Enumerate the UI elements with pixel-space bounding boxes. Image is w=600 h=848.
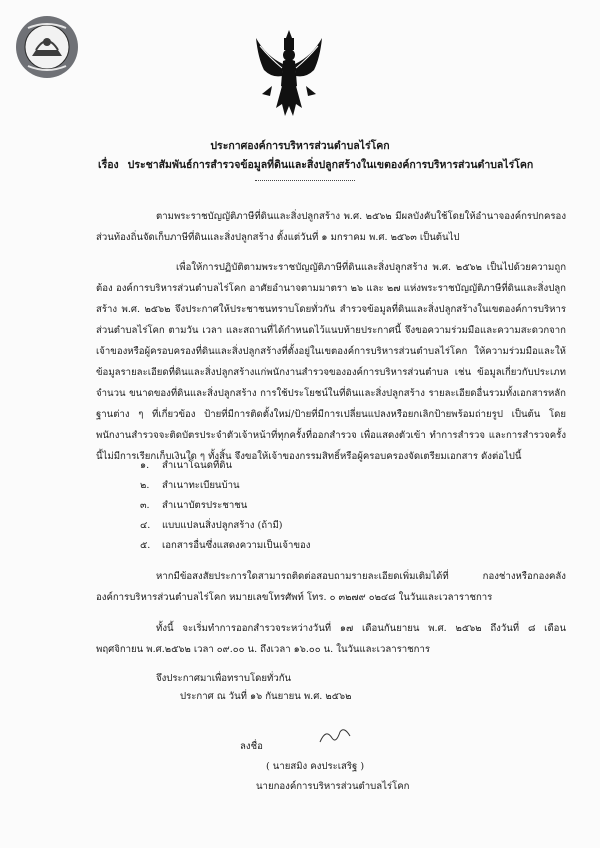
list-item-number: ๑.	[140, 460, 150, 471]
signature-block	[240, 737, 409, 797]
subject-text: ประชาสัมพันธ์การสำรวจข้อมูลที่ดินและสิ่งปลูกสร้างในเขตองค์การบริหารส่วนตำบลไร่โคก	[127, 159, 534, 171]
organization-title: ประกาศองค์การบริหารส่วนตำบลไร่โคก	[210, 140, 390, 152]
subject-label: เรื่อง	[98, 159, 119, 171]
paragraph-contact: หากมีข้อสงสัยประการใดสามารถติดต่อสอบถามรายละเอียดเพิ่มเติมได้ที่ กองช่างหรือกองคลัง องค์การบริหารส่วนตำบลไร่โคก หมายเลขโทรศัพท์ โทร. ๐ ๓๒๗๙ ๐๒๔๘ ในวันและเวลาราชการ	[96, 571, 566, 603]
garuda-emblem-icon	[252, 28, 326, 118]
list-item-number: ๔.	[140, 520, 151, 531]
signatory-position: นายกองค์การบริหารส่วนตำบลไร่โคก	[256, 781, 410, 792]
list-item-number: ๒.	[140, 480, 150, 491]
closing-line: จึงประกาศมาเพื่อทราบโดยทั่วกัน	[156, 673, 292, 684]
document-list	[140, 456, 310, 556]
subject-line	[98, 156, 568, 173]
list-item	[140, 536, 310, 556]
paragraph-schedule: ทั้งนี้ จะเริ่มทำการออกสำรวจระหว่างวันที่ ๑๗ เดือนกันยายน พ.ศ. ๒๕๖๒ ถึงวันที่ ๘ เดือนพฤศจิกายน พ.ศ.๒๕๖๒ เวลา ๐๙.๐๐ น. ถึงเวลา ๑๖.๐๐ น. ในวันและเวลาราชการ	[96, 623, 566, 655]
paragraph-details: เพื่อให้การปฏิบัติตามพระราชบัญญัติภาษีที่ดินและสิ่งปลูกสร้าง พ.ศ. ๒๕๖๒ เป็นไปด้วยความถูกต้อง องค์การบริหารส่วนตำบลไร่โคก อาศัยอำนาจตามมาตรา ๒๖ และ ๒๗ แห่งพระราชบัญญัติภาษีที่ดินและสิ่งปลูกสร้าง พ.ศ. ๒๕๖๒ จึงประกาศให้ประชาชนทราบโดยทั่วกัน สำรวจข้อมูลที่ดินและสิ่งปลูกสร้างในเขตองค์การบริหารส่วนตำบลไร่โคก ตามวัน เวลา และสถานที่ได้กำหนดไว้แนบท้ายประกาศนี้ จึงขอความร่วมมือและความสะดวกจากเจ้าของหรือผู้ครอบครองที่ดินและสิ่งปลูกสร้างที่ตั้งอยู่ในเขตองค์การบริหารส่วนตำบลไร่โคก ให้ความร่วมมือและให้ข้อมูลรายละเอียดที่ดินและสิ่งปลูกสร้างแก่พนักงานสำรวจขององค์การบริหารส่วนตำบล เช่น ข้อมูลเกี่ยวกับประเภท จำนวน ขนาดของที่ดินและสิ่งปลูกสร้าง การใช้ประโยชน์ในที่ดินและสิ่งปลูกสร้าง รายละเอียดอื่นรวมทั้งเอกสารหลักฐานต่าง ๆ ที่เกี่ยวข้อง ป้ายที่มีการติดตั้งใหม่/ป้ายที่มีการเปลี่ยนแปลงหรือยกเลิกป้ายพร้อมถ่ายรูป เป็นต้น โดยพนักงานสำรวจจะติดบัตรประจำตัวเจ้าหน้าที่ทุกครั้งที่ออกสำรวจ เพื่อแสดงตัวเข้า ทำการสำรวจ และการสำรวจครั้งนี้ไม่มีการเรียกเก็บเงินใด ๆ ทั้งสิ้น จึงขอให้เจ้าของกรรมสิทธิ์หรือผู้ครอบครองจัดเตรียมเอกสาร ดังต่อไปนี้	[96, 262, 566, 462]
announcement-date: ประกาศ ณ วันที่ ๑๖ กันยายน พ.ศ. ๒๕๖๒	[180, 691, 352, 702]
signatory-name: ( นายสมิง คงประเสริฐ )	[266, 761, 365, 772]
list-item	[140, 516, 310, 536]
list-item-text: สำเนาโฉนดที่ดิน	[162, 460, 233, 471]
divider	[255, 180, 355, 181]
paragraph-intro: ตามพระราชบัญญัติภาษีที่ดินและสิ่งปลูกสร้าง พ.ศ. ๒๕๖๒ มีผลบังคับใช้โดยให้อำนาจองค์กรปกครองส่วนท้องถิ่นจัดเก็บภาษีที่ดินและสิ่งปลูกสร้าง ตั้งแต่วันที่ ๑ มกราคม พ.ศ. ๒๕๖๓ เป็นต้นไป	[96, 211, 566, 243]
list-item-text: สำเนาบัตรประชาชน	[162, 500, 248, 511]
list-item-number: ๓.	[140, 500, 150, 511]
list-item-number: ๕.	[140, 540, 151, 551]
municipal-seal-icon	[14, 14, 80, 80]
list-item	[140, 496, 310, 516]
list-item	[140, 456, 310, 476]
signature-label: ลงชื่อ	[240, 741, 263, 752]
list-item	[140, 476, 310, 496]
list-item-text: เอกสารอื่นซึ่งแสดงความเป็นเจ้าของ	[162, 540, 311, 551]
list-item-text: แบบแปลนสิ่งปลูกสร้าง (ถ้ามี)	[162, 520, 283, 531]
list-item-text: สำเนาทะเบียนบ้าน	[162, 480, 240, 491]
